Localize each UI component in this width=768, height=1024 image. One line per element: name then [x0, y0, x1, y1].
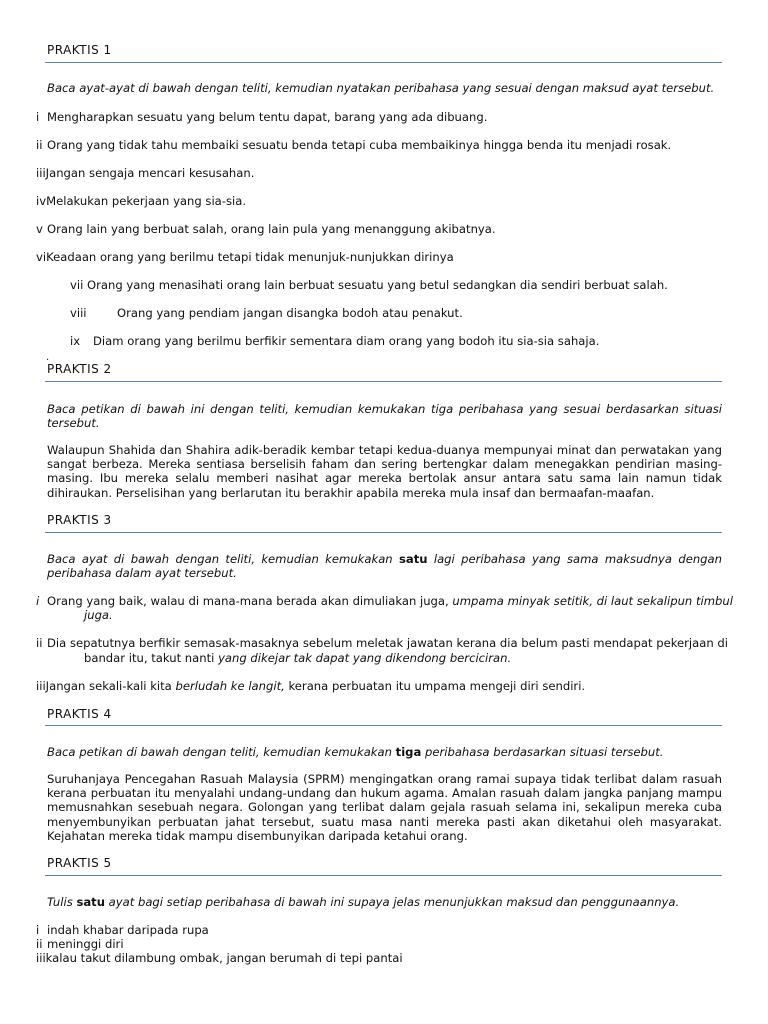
- list-item: iiikalau takut dilambung ombak, jangan berumah di tepi pantai: [36, 951, 403, 965]
- praktis-5-rule: [45, 875, 722, 876]
- praktis-1-instruction: Baca ayat-ayat di bawah dengan teliti, kemudian nyatakan peribahasa yang sesuai dengan maksud ayat tersebut.: [47, 81, 715, 95]
- list-item: i Mengharapkan sesuatu yang belum tentu dapat, barang yang ada dibuang.: [36, 110, 488, 124]
- list-item: ivMelakukan pekerjaan yang sia-sia.: [36, 194, 247, 208]
- list-item: ii meninggi diri: [36, 937, 124, 951]
- praktis-3-rule: [45, 532, 722, 533]
- list-item: iiiJangan sekali-kali kita berludah ke langit, kerana perbuatan itu umpama mengeji diri sendiri.: [36, 679, 586, 693]
- praktis-1-rule: [45, 62, 722, 63]
- list-item: i Orang yang baik, walau di mana-mana berada akan dimuliakan juga, umpama minyak setitik, di laut sekalipun timbul: [36, 594, 733, 608]
- praktis-2-passage: Walaupun Shahida dan Shahira adik-beradik kembar tetapi kedua-duanya mempunyai minat dan perwatakan yang sangat berbeza. Mereka sentiasa berselisih faham dan sering bertengkar dalam menegakkan pendirian masing-masing. Ibu mereka selalu memberi nasihat agar mereka bertolak ansur antara satu sama lain namun tidak dihiraukan. Perselisihan yang berlarutan itu berakhir apabila mereka mula insaf dan bermaafan-maafan.: [47, 443, 722, 500]
- list-item: i indah khabar daripada rupa: [36, 923, 209, 937]
- praktis-2-rule: [45, 381, 722, 382]
- trailing-mark: .: [46, 352, 50, 363]
- list-item: viii Orang yang pendiam jangan disangka bodoh atau penakut.: [70, 306, 463, 320]
- list-item: ix Diam orang yang berilmu berfikir sementara diam orang yang bodoh itu sia-sia sahaja.: [70, 334, 600, 348]
- praktis-2-heading: PRAKTIS 2: [47, 362, 112, 376]
- list-item: ii Orang yang tidak tahu membaiki sesuatu benda tetapi cuba membaikinya hingga benda itu menjadi rosak.: [36, 138, 672, 152]
- list-item-continuation: bandar itu, takut nanti yang dikejar tak dapat yang dikendong berciciran.: [84, 651, 512, 665]
- list-item-continuation: juga.: [84, 608, 113, 622]
- praktis-4-rule: [45, 725, 722, 726]
- praktis-1-heading: PRAKTIS 1: [47, 43, 112, 57]
- list-item: v Orang lain yang berbuat salah, orang lain pula yang menanggung akibatnya.: [36, 222, 496, 236]
- praktis-5-heading: PRAKTIS 5: [47, 856, 112, 870]
- praktis-4-instruction: Baca petikan di bawah dengan teliti, kemudian kemukakan tiga peribahasa berdasarkan situasi tersebut.: [47, 745, 664, 759]
- list-item: iiiJangan sengaja mencari kesusahan.: [36, 166, 255, 180]
- praktis-3-instruction: Baca ayat di bawah dengan teliti, kemudian kemukakan satu lagi peribahasa yang sama maksudnya dengan peribahasa dalam ayat tersebut.: [47, 552, 722, 580]
- praktis-3-heading: PRAKTIS 3: [47, 513, 112, 527]
- list-item: ii Dia sepatutnya berfikir semasak-masaknya sebelum meletak jawatan kerana dia belum pasti mendapat pekerjaan di: [36, 636, 728, 650]
- list-item: viKeadaan orang yang berilmu tetapi tidak menunjuk-nunjukkan dirinya: [36, 250, 454, 264]
- praktis-5-instruction: Tulis satu ayat bagi setiap peribahasa di bawah ini supaya jelas menunjukkan maksud dan penggunaannya.: [47, 895, 680, 909]
- praktis-4-passage: Suruhanjaya Pencegahan Rasuah Malaysia (SPRM) mengingatkan orang ramai supaya tidak terlibat dalam rasuah kerana perbuatan itu menyalahi undang-undang dan hukum agama. Amalan rasuah dalam jangka panjang mampu memusnahkan sesebuah negara. Golongan yang terlibat dalam gejala rasuah selama ini, sekalipun mereka cuba menyembunyikan perbuatan jahat tersebut, suatu masa nanti mereka pasti akan diketahui oleh masyarakat. Kejahatan mereka tidak mampu disembunyikan daripada ketahui orang.: [47, 772, 722, 843]
- praktis-4-heading: PRAKTIS 4: [47, 707, 112, 721]
- list-item: vii Orang yang menasihati orang lain berbuat sesuatu yang betul sedangkan dia sendiri berbuat salah.: [70, 278, 668, 292]
- praktis-2-instruction: Baca petikan di bawah ini dengan teliti, kemudian kemukakan tiga peribahasa yang sesuai berdasarkan situasi tersebut.: [47, 402, 722, 430]
